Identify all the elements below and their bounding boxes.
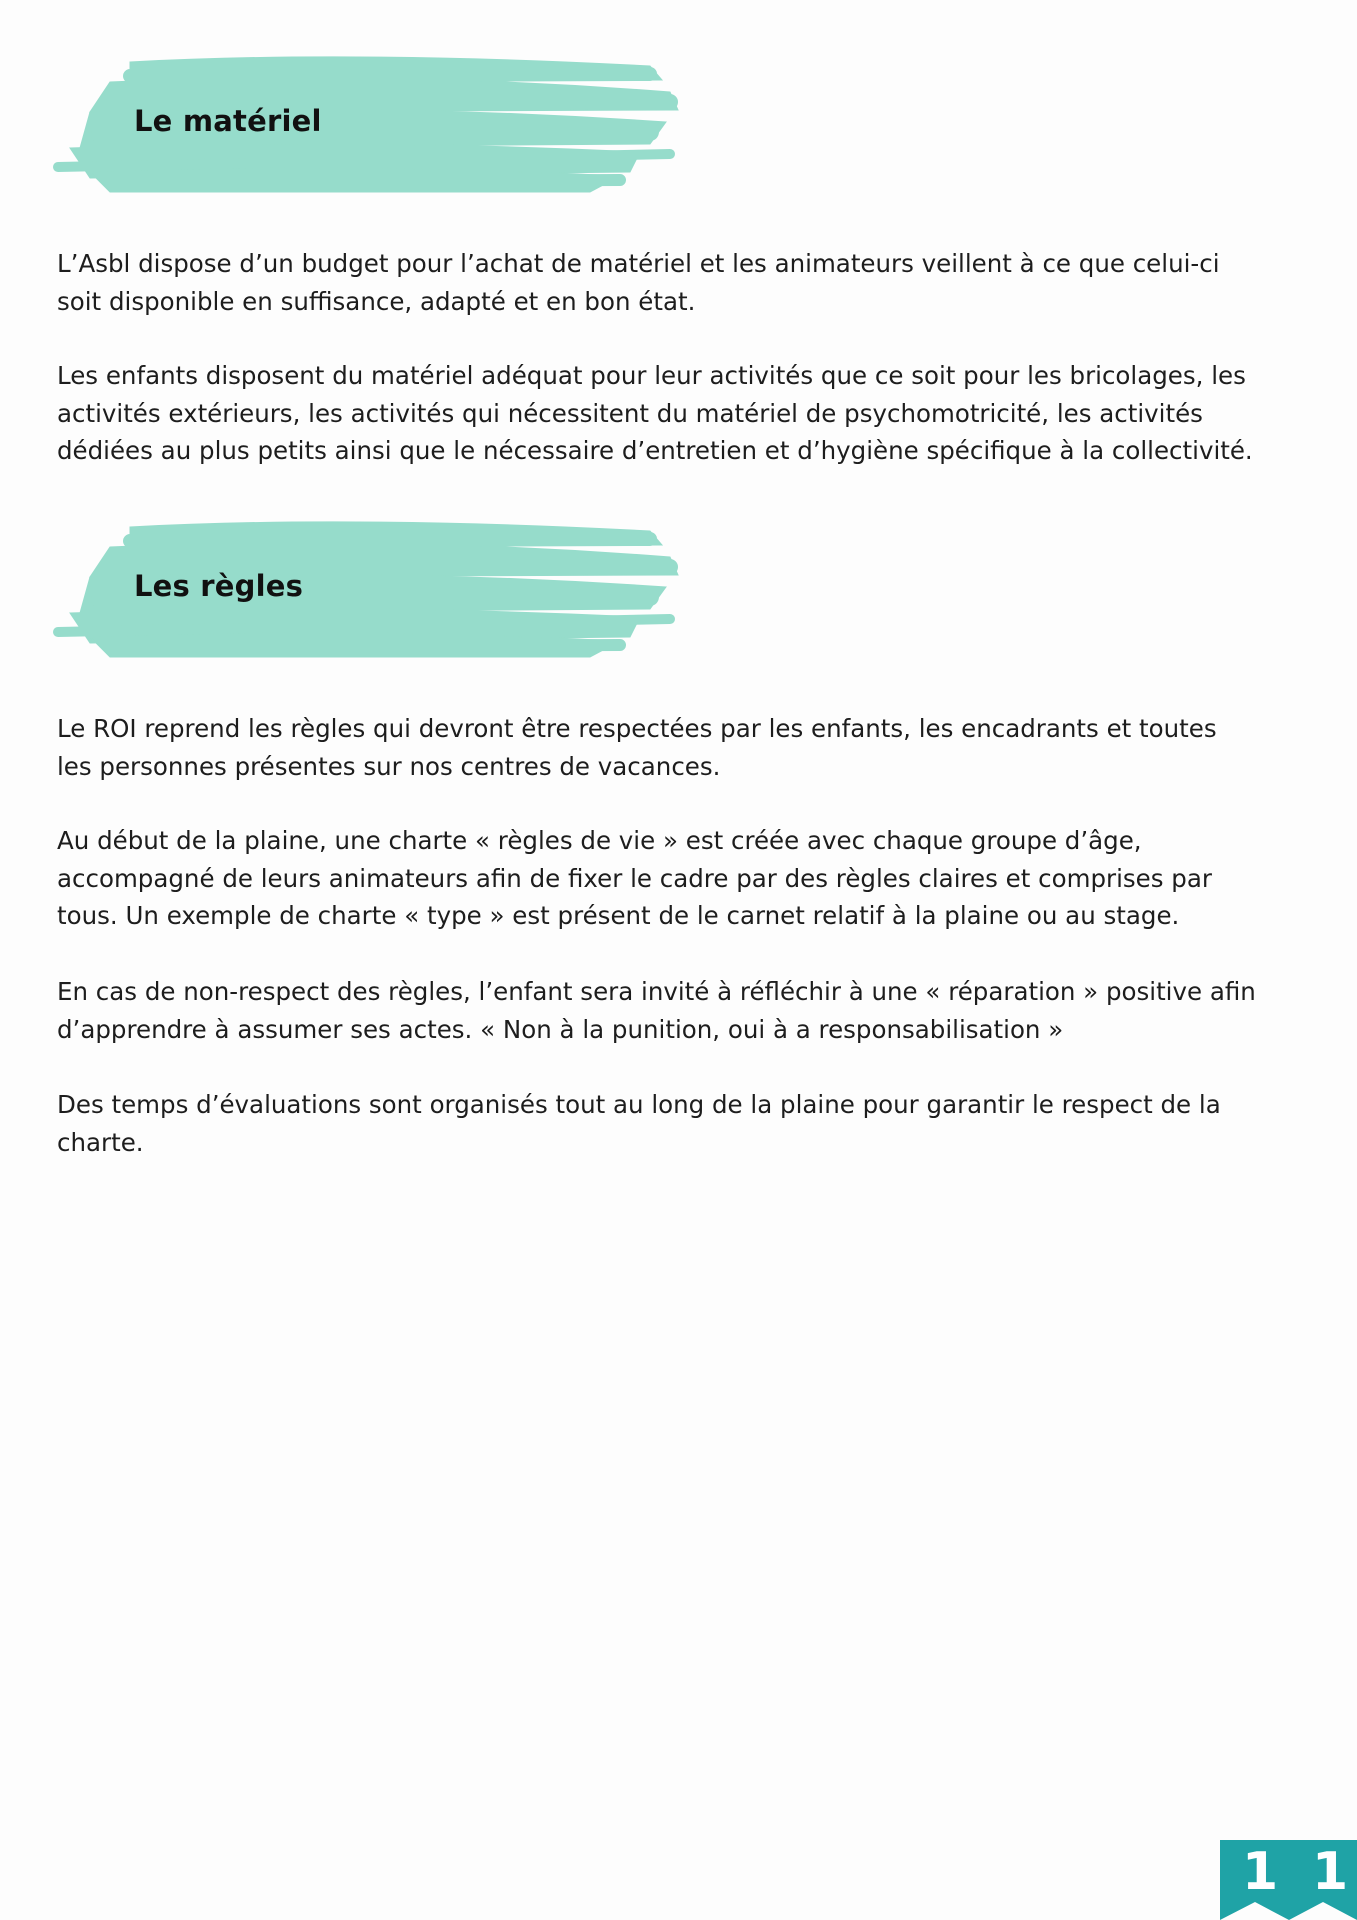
paragraph: En cas de non-respect des règles, l’enfant sera invité à réfléchir à une « réparation » positive afin d’apprendre à assumer ses actes. « Non à la punition, oui à a responsabilisation » — [57, 977, 1256, 1044]
paragraph: Des temps d’évaluations sont organisés tout au long de la plaine pour garantir le respect de la charte. — [57, 1090, 1221, 1157]
section-heading-materiel — [50, 52, 700, 202]
paragraph: Le ROI reprend les règles qui devront être respectées par les enfants, les encadrants et toutes les personnes présentes sur nos centres de vacances. — [57, 714, 1217, 781]
section-title: Les règles — [134, 569, 304, 603]
page-number-badge — [1220, 1840, 1357, 1920]
page-number-digit: 1 — [1242, 1842, 1279, 1902]
section-title: Le matériel — [134, 104, 322, 138]
paragraph: Les enfants disposent du matériel adéquat pour leur activités que ce soit pour les bricolages, les activités extérieurs, les activités qui nécessitent du matériel de psychomotricité, les activités dédiées au plus petits ainsi que le nécessaire d’entretien et d’hygiène spécifique à la collectivité. — [57, 361, 1253, 465]
paragraph: L’Asbl dispose d’un budget pour l’achat de matériel et les animateurs veillent à ce que celui-ci soit disponible en suffisance, adapté et en bon état. — [57, 249, 1220, 316]
page-number-digit: 1 — [1312, 1842, 1349, 1902]
section-heading-regles — [50, 517, 700, 667]
paragraph: Au début de la plaine, une charte « règles de vie » est créée avec chaque groupe d’âge, accompagné de leurs animateurs afin de fixer le cadre par des règles claires et comprises par tous. Un exemple de charte « type » est présent de le carnet relatif à la plaine ou au stage. — [57, 826, 1212, 930]
